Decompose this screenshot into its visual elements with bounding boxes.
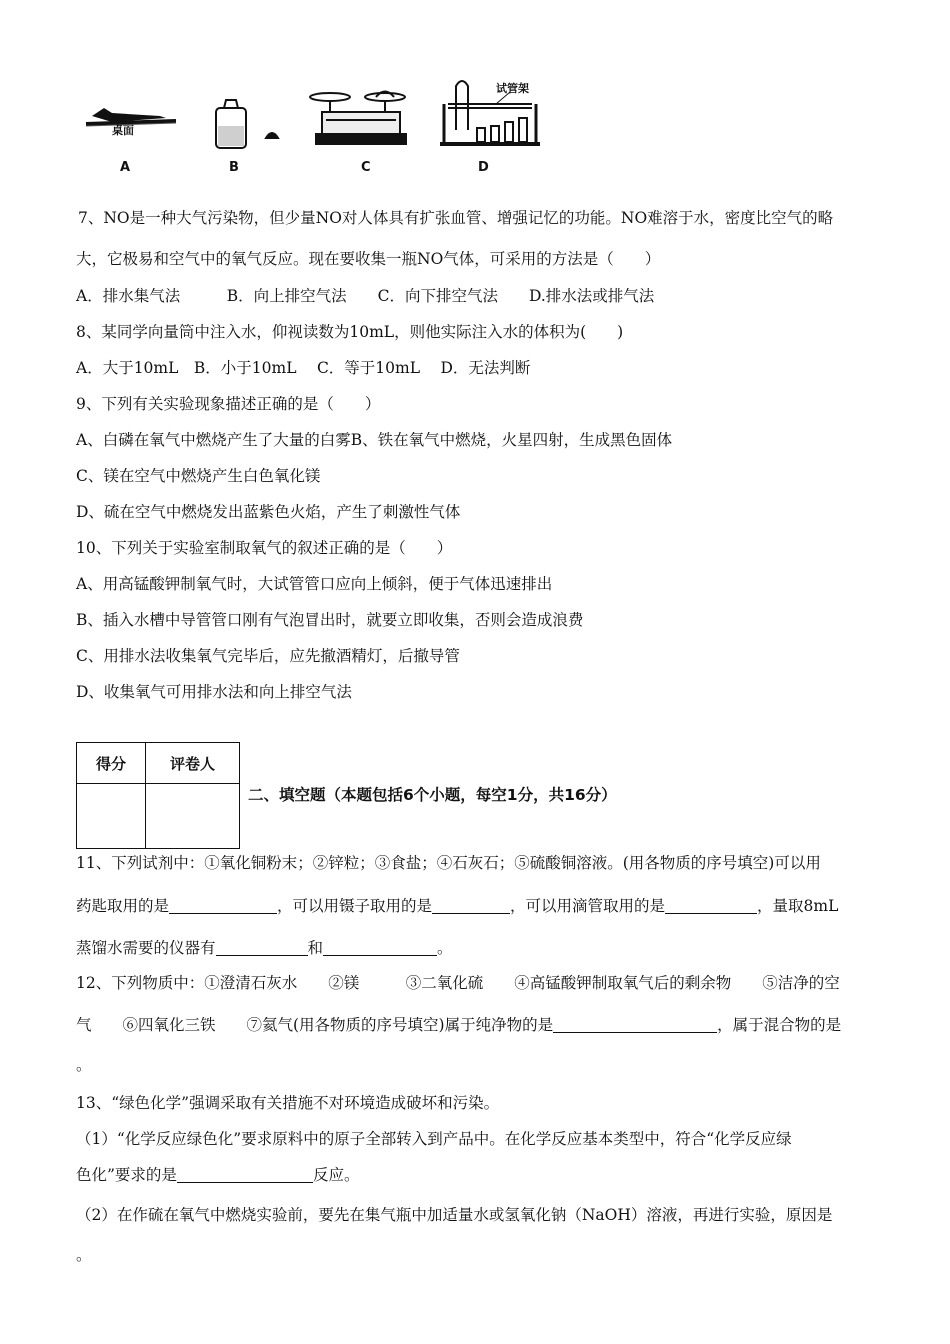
q8-stem: 8、某同学向量筒中注入水，仰视读数为10mL，则他实际注入水的体积为( )	[76, 323, 624, 341]
q11-blank-dropper[interactable]	[665, 897, 757, 914]
q11-blank-instrument2[interactable]	[323, 939, 437, 956]
grader-header: 评卷人	[146, 743, 240, 784]
q13-text-reaction: 反应。	[312, 1166, 360, 1184]
score-table	[76, 742, 240, 849]
q11-text-measure: ，量取8mL	[757, 897, 839, 915]
q11-line3	[76, 938, 453, 958]
q11-text-and: 和	[307, 939, 324, 957]
q12-text-mixture: ，属于混合物的是	[717, 1016, 842, 1034]
q7-options: A．排水集气法 B．向上排空气法 C．向下排空气法 D.排水法或排气法	[76, 287, 655, 305]
q10-option-c: C、用排水法收集氧气完毕后，应先撤酒精灯，后撤导管	[76, 647, 460, 665]
q13-stem: 13、“绿色化学”强调采取有关措施不对环境造成破坏和污染。	[76, 1094, 500, 1112]
q12-blank-pure[interactable]	[553, 1016, 717, 1033]
q11-blank-tweezers[interactable]	[432, 897, 510, 914]
q12-line1: 12、下列物质中：①澄清石灰水 ②镁 ③二氧化硫 ④高锰酸钾制取氧气后的剩余物 ⑤洁净的空	[76, 974, 840, 992]
q11-blank-spoon[interactable]	[169, 897, 277, 914]
figure-b-bottle-drawing	[216, 100, 278, 148]
q10-option-b: B、插入水槽中导管管口刚有气泡冒出时，就要立即收集，否则会造成浪费	[76, 611, 584, 629]
q11-text-spoon: 药匙取用的是	[76, 897, 170, 915]
q11-line2	[76, 896, 838, 916]
q10-option-a: A、用高锰酸钾制氧气时，大试管管口应向上倾斜，便于气体迅速排出	[76, 575, 553, 593]
q13-part2-line1: （2）在作硫在氧气中燃烧实验前，要先在集气瓶中加适量水或氢氧化钠（NaOH）溶液，再进行实验，原因是	[76, 1206, 833, 1224]
desk-label: 桌面	[112, 124, 134, 137]
q13-part1-line2	[76, 1165, 359, 1185]
section2-title: 二、填空题（本题包括6个小题，每空1分，共16分）	[248, 786, 617, 804]
q7-line1: 7、NO是一种大气污染物，但少量NO对人体具有扩张血管、增强记忆的功能。NO难溶于水，密度比空气的略	[78, 209, 834, 227]
apparatus-figure	[0, 0, 950, 200]
figure-label-a: A	[120, 160, 131, 175]
figure-c-balance-drawing	[310, 92, 406, 145]
q10-option-d: D、收集氧气可用排水法和向上排空气法	[76, 683, 352, 701]
q9-option-ab: A、白磷在氧气中燃烧产生了大量的白雾B、铁在氧气中燃烧，火星四射，生成黑色固体	[76, 431, 673, 449]
q7-line2: 大，它极易和空气中的氧气反应。现在要收集一瓶NO气体，可采用的方法是（ ）	[76, 250, 661, 268]
q11-blank-instrument1[interactable]	[216, 939, 308, 956]
score-header: 得分	[77, 743, 146, 784]
figure-label-b: B	[229, 160, 239, 175]
score-cell[interactable]	[77, 784, 146, 849]
figure-label-d: D	[478, 160, 489, 175]
figure-label-c: C	[361, 160, 371, 175]
q12-line3: 。	[76, 1056, 92, 1074]
q12-line2	[76, 1015, 841, 1035]
q11-text-end: 。	[437, 939, 453, 957]
q9-option-c: C、镁在空气中燃烧产生白色氧化镁	[76, 467, 321, 485]
q13-part1-line1: （1）“化学反应绿色化”要求原料中的原子全部转入到产品中。在化学反应基本类型中，符合“化学反应绿	[76, 1130, 792, 1148]
q11-text-dropper: ，可以用滴管取用的是	[510, 897, 666, 915]
q12-text-pure: 气 ⑥四氧化三铁 ⑦氦气(用各物质的序号填空)属于纯净物的是	[76, 1016, 554, 1034]
q13-blank-reaction[interactable]	[177, 1166, 313, 1183]
q11-text-instruments: 蒸馏水需要的仪器有	[76, 939, 216, 957]
q11-text-tweezers: ，可以用镊子取用的是	[277, 897, 433, 915]
q13-part2-line2: 。	[76, 1246, 92, 1264]
q9-option-d: D、硫在空气中燃烧发出蓝紫色火焰，产生了刺激性气体	[76, 503, 461, 521]
q11-line1: 11、下列试剂中：①氧化铜粉末；②锌粒；③食盐；④石灰石；⑤硫酸铜溶液。(用各物质的序号填空)可以用	[76, 854, 821, 872]
q13-text-green: 色化”要求的是	[76, 1166, 177, 1184]
q9-stem: 9、下列有关实验现象描述正确的是（ ）	[76, 395, 381, 413]
grader-cell[interactable]	[146, 784, 240, 849]
q10-stem: 10、下列关于实验室制取氧气的叙述正确的是（ ）	[76, 539, 453, 557]
q8-options: A．大于10mL B．小于10mL C．等于10mL D．无法判断	[76, 359, 531, 377]
rack-label: 试管架	[496, 82, 529, 95]
